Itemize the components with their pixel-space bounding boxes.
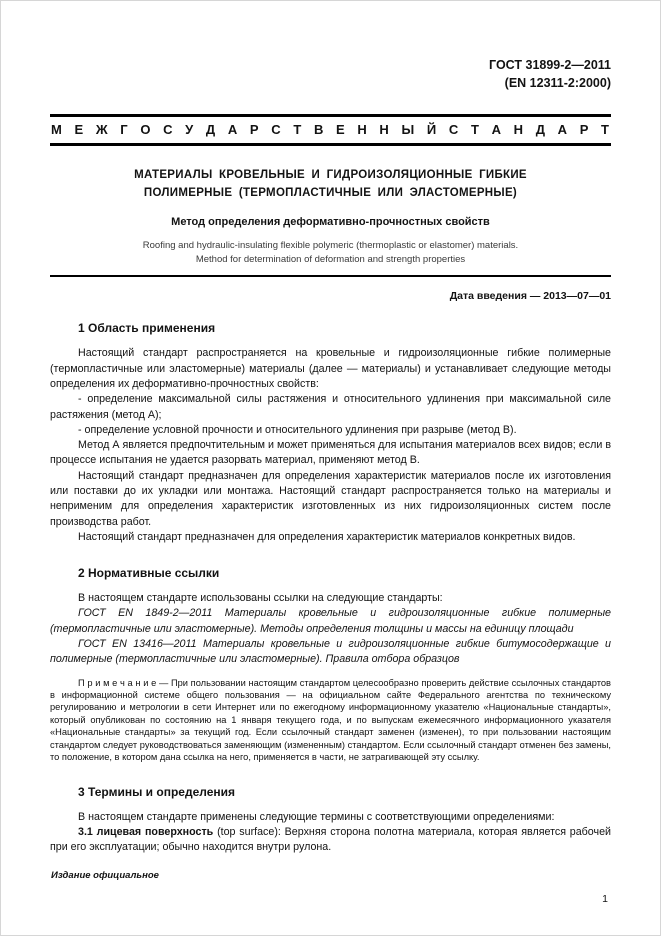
list-item: - определение максимальной силы растяжения и относительного удлинения при максимальной силе растяжения (метод А); xyxy=(50,393,611,421)
english-title xyxy=(50,239,611,267)
note-block: П р и м е ч а н и е — При пользовании настоящим стандартом целесообразно проверить действие ссылочных стандартов в информационной системе общего пользования — на официальном сайте Федерального агентства по техническому регулированию и метрологии в сети Интернет или по ежегодному информационному указателю «Национальные стандарты», который опубликован по состоянию на 1 января текущего года, и по выпускам ежемесячного информационного указателя «Национальные стандарты» за текущий год. Если ссылочный стандарт заменен (изменен), то при пользовании настоящим стандартом следует руководствоваться заменяющим (измененным) стандартом. Если ссылочный стандарт отменен без замены, то положение, в котором дана ссылка на него, применяется в части, не затрагивающей эту ссылку. xyxy=(50,677,611,763)
official-edition-label: Издание официальное xyxy=(51,870,159,881)
introduction-date: Дата введения — 2013—07—01 xyxy=(449,290,611,303)
paragraph: Настоящий стандарт предназначен для определения характеристик материалов конкретных видов. xyxy=(78,530,576,543)
term-description: (top surface): Верхняя сторона полотна материала, которая является рабочей при его эксплуатации; обычно находится внутри рулона. xyxy=(50,825,611,854)
doc-header xyxy=(50,57,611,92)
section-1-heading: 1 Область применения xyxy=(78,321,216,336)
list-item: - определение условной прочности и относительного удлинения при разрыве (метод В). xyxy=(78,423,517,436)
normative-reference: ГОСТ EN 13416—2011 Материалы кровельные и гидроизоляционные гибкие битумосодержащие и полимерные (термопластичные или эластомерные). Правила отбора образцов xyxy=(50,638,611,666)
english-title-line1: Roofing and hydraulic-insulating flexible polymeric (thermoplastic or elastomer) materials. xyxy=(142,239,519,251)
english-title-line2: Method for determination of deformation and strength properties xyxy=(195,253,466,265)
doc-number-en: (EN 12311-2:2000) xyxy=(504,75,611,90)
title-block xyxy=(50,166,611,266)
standard-type-label: М Е Ж Г О С У Д А Р С Т В Е Н Н Ы Й С Т А Н Д А Р Т xyxy=(51,122,610,137)
term-name: 3.1 лицевая поверхность xyxy=(78,825,214,838)
page-number: 1 xyxy=(602,893,608,905)
section-3-heading: 3 Термины и определения xyxy=(78,784,236,799)
standard-type-band xyxy=(50,114,611,146)
doc-number: ГОСТ 31899-2—2011 xyxy=(489,58,611,72)
paragraph: Настоящий стандарт предназначен для определения характеристик материалов после их изготовления или поставки до их укладки или монтажа. Настоящий стандарт распространяется только на материалы и неприменим для определения характеристик изготовленных из них гидроизоляционных систем после производства работ. xyxy=(50,469,611,528)
normative-reference: ГОСТ EN 1849-2—2011 Материалы кровельные и гидроизоляционные гибкие полимерные (термопластичные или эластомерные). Методы определения толщины и массы на единицу площади xyxy=(50,607,611,635)
paragraph: Настоящий стандарт распространяется на кровельные и гидроизоляционные гибкие полимерные (термопластичные или эластомерные) материалы (далее — материалы) и устанавливает следующие методы определения их деформативно-прочностных свойств: xyxy=(50,347,611,390)
document-title-line1: МАТЕРИАЛЫ КРОВЕЛЬНЫЕ И ГИДРОИЗОЛЯЦИОННЫЕ ГИБКИЕ xyxy=(134,169,527,181)
paragraph: В настоящем стандарте применены следующие термины с соответствующими определениями: xyxy=(78,810,555,823)
paragraph: Метод А является предпочтительным и может применяться для испытания материалов всех видов; если в процессе испытания не удается разорвать материал, применяют метод В. xyxy=(50,439,611,467)
document-title-line2: ПОЛИМЕРНЫЕ (ТЕРМОПЛАСТИЧНЫЕ ИЛИ ЭЛАСТОМЕРНЫЕ) xyxy=(143,187,518,200)
document-subtitle: Метод определения деформативно-прочностных свойств xyxy=(171,215,490,228)
term-definition xyxy=(50,825,611,856)
paragraph: В настоящем стандарте использованы ссылки на следующие стандарты: xyxy=(78,592,443,605)
section-2-heading: 2 Нормативные ссылки xyxy=(78,566,220,581)
horizontal-rule xyxy=(50,275,611,277)
